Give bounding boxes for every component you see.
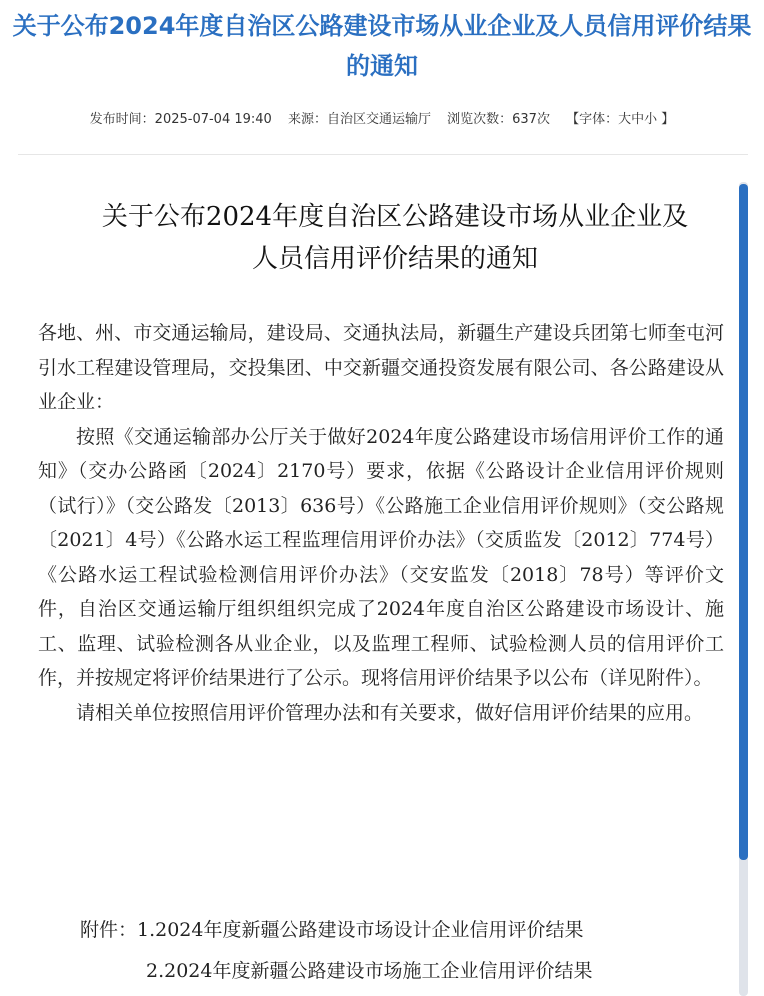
view-count: 浏览次数：637次 bbox=[447, 112, 550, 127]
divider bbox=[18, 154, 748, 155]
article-title bbox=[50, 196, 740, 280]
scrollbar-thumb[interactable] bbox=[739, 184, 748, 860]
article-title-line2: 人员信用评价结果的通知 bbox=[251, 244, 538, 274]
font-size-label: 【字体： bbox=[566, 112, 619, 127]
font-size-switcher bbox=[566, 112, 674, 127]
attachment-link-2[interactable]: 2.2024年度新疆公路建设市场施工企业信用评价结果 bbox=[146, 960, 593, 982]
publish-time: 发布时间：2025-07-04 19:40 bbox=[89, 112, 272, 127]
page-title: 关于公布2024年度自治区公路建设市场从业企业及人员信用评价结果的通知 bbox=[12, 12, 752, 80]
article-body bbox=[38, 316, 724, 730]
font-size-close: 】 bbox=[661, 112, 675, 127]
article-content bbox=[0, 170, 764, 996]
article-title-line1: 关于公布2024年度自治区公路建设市场从业企业及 bbox=[101, 202, 689, 232]
article-meta bbox=[0, 108, 764, 127]
attachment-link-1[interactable]: 附件：1.2024年度新疆公路建设市场设计企业信用评价结果 bbox=[80, 919, 584, 941]
font-medium-link[interactable]: 中 bbox=[631, 112, 645, 127]
paragraph: 请相关单位按照信用评价管理办法和有关要求，做好信用评价结果的应用。 bbox=[76, 701, 704, 724]
source: 来源：自治区交通运输厅 bbox=[287, 112, 431, 127]
paragraph: 按照《交通运输部办公厅关于做好2024年度公路建设市场信用评价工作的通知》（交办公路函〔2024〕2170号）要求，依据《公路设计企业信用评价规则（试行）》（交公路发〔2013〕636号）《公路施工企业信用评价规则》（交公路规〔2021〕4号）《公路水运工程监理信用评价办法》（交质监发〔2012〕774号）《公路水运工程试验检测信用评价办法》（交安监发〔2018〕78号）等评价文件，自治区交通运输厅组织组织完成了2024年度自治区公路建设市场设计、施工、监理、试验检测各从业企业，以及监理工程师、试验检测人员的信用评价工作，并按规定将评价结果进行了公示。现将信用评价结果予以公布（详见附件）。 bbox=[38, 425, 724, 689]
font-small-link[interactable]: 小 bbox=[644, 112, 658, 127]
font-large-link[interactable]: 大 bbox=[618, 112, 632, 127]
recipients: 各地、州、市交通运输局，建设局、交通执法局，新疆生产建设兵团第七师奎屯河引水工程建设管理局，交投集团、中交新疆交通投资发展有限公司、各公路建设从业企业： bbox=[38, 322, 724, 413]
